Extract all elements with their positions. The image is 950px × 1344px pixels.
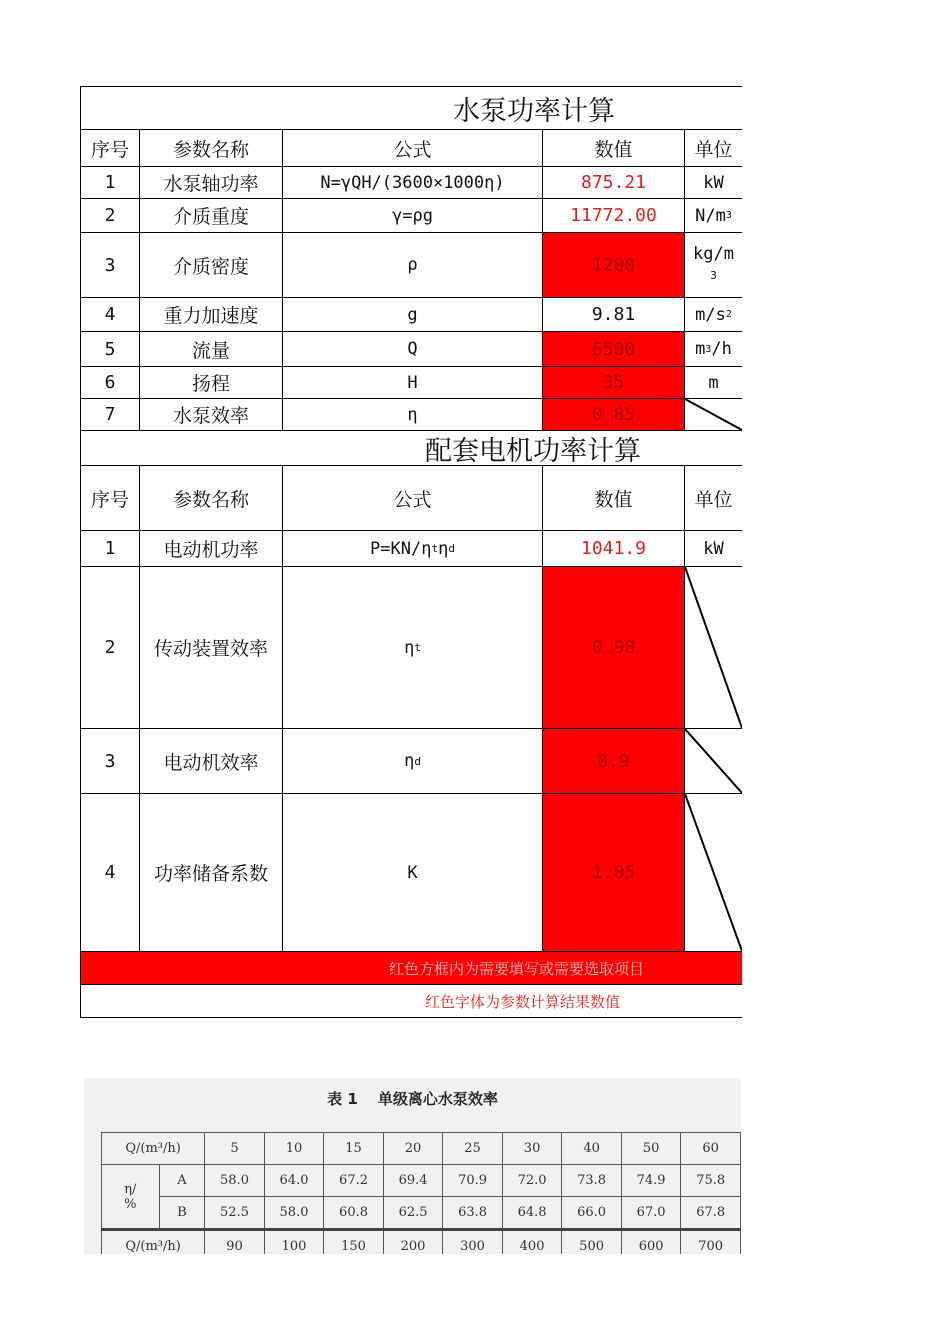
input-note: 红色方框内为需要填写或需要选取项目 [81, 952, 742, 984]
formula-sub: t [414, 641, 421, 654]
unit-text: m [695, 339, 706, 359]
row-param: 水泵效率 [140, 399, 283, 430]
unit-tail: /h [711, 339, 732, 359]
unit-text: N/m [695, 205, 726, 226]
diagonal-strike [685, 729, 742, 793]
table-cell: 72.0 [502, 1165, 562, 1197]
row-index: 1 [81, 531, 140, 566]
row-formula: Q [283, 332, 543, 366]
header-formula: 公式 [283, 466, 543, 530]
header-value: 数值 [543, 466, 685, 530]
header-value: 数值 [543, 130, 685, 166]
efficiency-label-line1: η/ [124, 1181, 137, 1197]
table-cell: 500 [562, 1230, 622, 1255]
table-row [102, 1197, 741, 1230]
table-cell: 75.8 [681, 1165, 741, 1197]
table-cell: 62.5 [383, 1197, 443, 1230]
empty-unit-cell [685, 399, 742, 430]
table-cell: 63.8 [443, 1197, 503, 1230]
table-row [81, 729, 742, 794]
table-cell: 400 [502, 1230, 562, 1255]
table-cell: 60 [681, 1133, 741, 1165]
table-cell: 40 [562, 1133, 622, 1165]
row-unit [685, 298, 742, 331]
table-row [102, 1133, 741, 1165]
unit-superscript: 3 [705, 343, 712, 355]
table-cell: 73.8 [562, 1165, 622, 1197]
row-index: 4 [81, 794, 140, 951]
empty-unit-cell [685, 794, 742, 951]
table-cell: 70.9 [443, 1165, 503, 1197]
unit-text: kg/m [693, 244, 734, 264]
row-param: 电动机效率 [140, 729, 283, 793]
table-row [102, 1230, 741, 1255]
table-cell: 69.4 [383, 1165, 443, 1197]
reference-table [101, 1132, 741, 1254]
table-cell: 700 [681, 1230, 741, 1255]
unit-text: m/s [695, 304, 726, 325]
pump-header-row [81, 130, 742, 167]
table-cell: 50 [621, 1133, 681, 1165]
table-cell: 64.0 [264, 1165, 324, 1197]
header-unit: 单位 [694, 488, 733, 511]
gravity-value: 9.81 [543, 298, 685, 331]
row-unit [685, 332, 742, 366]
empty-unit-cell [685, 567, 742, 728]
row-formula: H [283, 367, 543, 398]
table-cell: 67.8 [681, 1197, 741, 1230]
row-unit: kW [703, 172, 724, 193]
pump-power-sheet [80, 86, 742, 1018]
row-index: 3 [81, 729, 140, 793]
row-param: 重力加速度 [140, 298, 283, 331]
table-row [81, 298, 742, 332]
table-cell: 100 [264, 1230, 324, 1255]
formula-sub: d [414, 754, 421, 768]
formula-main: P=KN/η [370, 538, 432, 559]
row-index: 1 [81, 167, 140, 198]
table-cell: 58.0 [264, 1197, 324, 1230]
unit-superscript: 2 [725, 309, 732, 320]
row-index: 2 [81, 199, 140, 232]
row-param: 传动装置效率 [140, 567, 283, 728]
header-unit: 单位 [694, 138, 733, 161]
row-index: 6 [81, 367, 140, 398]
row-formula: ρ [283, 233, 543, 297]
specific-weight-result: 11772.00 [543, 199, 685, 232]
row-index: 2 [81, 567, 140, 728]
pump-section-title-row [81, 87, 742, 130]
motor-header-row [81, 466, 742, 531]
table-row [81, 167, 742, 199]
header-formula: 公式 [283, 130, 543, 166]
table-row [81, 794, 742, 952]
result-note: 红色字体为参数计算结果数值 [425, 992, 621, 1011]
row-unit: m [708, 372, 719, 393]
table-cell: 52.5 [205, 1197, 265, 1230]
header-index: 序号 [81, 130, 140, 166]
reserve-factor-input[interactable]: 1.05 [543, 794, 685, 951]
row-formula [283, 567, 543, 728]
pump-efficiency-input[interactable]: 0.85 [543, 399, 685, 430]
table-row [81, 567, 742, 729]
shaft-power-result: 875.21 [543, 167, 685, 198]
table-row [81, 367, 742, 399]
row-param: 介质重度 [140, 199, 283, 232]
row-formula: γ=ρg [283, 199, 543, 232]
diagonal-strike [685, 567, 742, 728]
table-cell: 30 [502, 1133, 562, 1165]
flow-label: Q/(m³/h) [102, 1133, 205, 1165]
density-input[interactable]: 1200 [543, 233, 685, 297]
efficiency-label-line2: % [124, 1196, 137, 1212]
table-cell: 66.0 [562, 1197, 622, 1230]
row-formula: K [283, 794, 543, 951]
row-formula: N=γQH/(3600×1000η) [283, 167, 543, 198]
row-formula [283, 531, 543, 566]
table-cell: 5 [205, 1133, 265, 1165]
row-param: 扬程 [140, 367, 283, 398]
diagonal-strike [685, 399, 742, 430]
reference-table-title [84, 1088, 741, 1109]
pump-efficiency-reference-image [84, 1078, 741, 1254]
row-index: 7 [81, 399, 140, 430]
table-cell: 200 [383, 1230, 443, 1255]
reference-table-caption: 单级离心水泵效率 [377, 1090, 498, 1108]
transmission-efficiency-input[interactable]: 0.98 [543, 567, 685, 728]
table-cell: 58.0 [205, 1165, 265, 1197]
row-param: 水泵轴功率 [140, 167, 283, 198]
table-row [81, 199, 742, 233]
table-cell: 150 [324, 1230, 384, 1255]
row-index: 4 [81, 298, 140, 331]
row-unit: kW [703, 538, 724, 559]
table-cell: 74.9 [621, 1165, 681, 1197]
motor-power-result: 1041.9 [543, 531, 685, 566]
diagonal-strike [685, 794, 742, 951]
formula-main: η [404, 751, 415, 771]
row-label-a: A [159, 1165, 205, 1197]
row-param: 功率储备系数 [140, 794, 283, 951]
table-row [81, 332, 742, 367]
efficiency-label [102, 1165, 160, 1230]
table-cell: 25 [443, 1133, 503, 1165]
row-formula [283, 729, 543, 793]
formula-sub: d [448, 542, 455, 555]
row-param: 电动机功率 [140, 531, 283, 566]
table-row [81, 531, 742, 567]
table-cell: 600 [621, 1230, 681, 1255]
motor-section-title-row [81, 431, 742, 466]
head-input[interactable]: 35 [543, 367, 685, 398]
table-cell: 67.2 [324, 1165, 384, 1197]
flow-label: Q/(m³/h) [102, 1230, 205, 1255]
row-index: 3 [81, 233, 140, 297]
header-param: 参数名称 [140, 130, 283, 166]
header-index: 序号 [81, 466, 140, 530]
motor-section-title: 配套电机功率计算 [425, 435, 641, 465]
unit-superscript: 3 [725, 210, 732, 221]
table-cell: 64.8 [502, 1197, 562, 1230]
table-cell: 300 [443, 1230, 503, 1255]
reference-table-number: 表 1 [327, 1090, 358, 1108]
row-index: 5 [81, 332, 140, 366]
formula-sub: t [431, 542, 439, 555]
pump-section-title: 水泵功率计算 [453, 95, 615, 127]
table-cell: 60.8 [324, 1197, 384, 1230]
table-cell: 90 [205, 1230, 265, 1255]
table-row [102, 1165, 741, 1197]
row-formula: g [283, 298, 543, 331]
result-note-row [81, 985, 742, 1018]
header-param: 参数名称 [140, 466, 283, 530]
row-unit [685, 199, 742, 232]
table-row [81, 233, 742, 298]
input-note-row [81, 952, 742, 985]
row-param: 流量 [140, 332, 283, 366]
empty-unit-cell [685, 729, 742, 793]
row-unit [685, 233, 742, 297]
row-formula: η [283, 399, 543, 430]
motor-efficiency-input[interactable]: 0.9 [543, 729, 685, 793]
formula-main: η [404, 637, 415, 658]
table-cell: 10 [264, 1133, 324, 1165]
table-cell: 20 [383, 1133, 443, 1165]
flow-input[interactable]: 6500 [543, 332, 685, 366]
row-param: 介质密度 [140, 233, 283, 297]
table-cell: 67.0 [621, 1197, 681, 1230]
row-label-b: B [159, 1197, 205, 1230]
table-cell: 15 [324, 1133, 384, 1165]
formula-mid: η [438, 538, 449, 559]
table-row [81, 399, 742, 431]
unit-line2: 3 [710, 269, 717, 282]
